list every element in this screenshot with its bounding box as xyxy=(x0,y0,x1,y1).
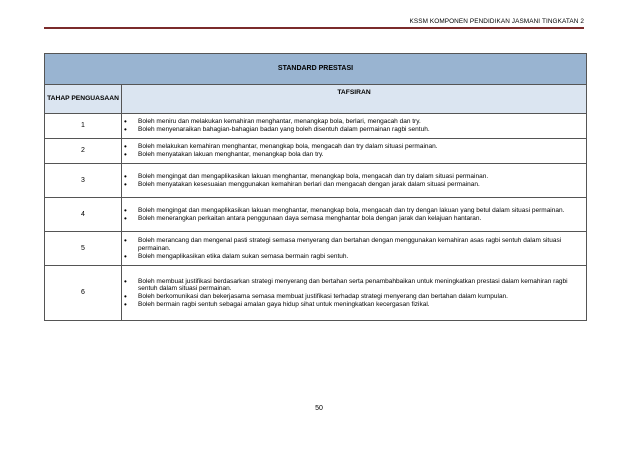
list-item: • Boleh berkomunikasi dan bekerjasama semasa membuat justifikasi terhadap strategi menyerang dan bertahan dalam kumpulan. xyxy=(122,293,586,300)
bullet-list xyxy=(122,143,586,158)
bullet-list xyxy=(122,237,586,260)
level-cell: 2 xyxy=(45,139,122,164)
list-item: • Boleh meniru dan melakukan kemahiran menghantar, menangkap bola, berlari, mengacah dan try. xyxy=(122,118,586,125)
bullet-list xyxy=(122,207,586,222)
list-item: • Boleh menyatakan lakuan menghantar, menangkap bola dan try. xyxy=(122,151,586,158)
description-cell xyxy=(122,266,587,321)
list-item: • Boleh bermain ragbi sentuh sebagai amalan gaya hidup sihat untuk meningkatkan kecergasan fizikal. xyxy=(122,301,586,308)
bullet-list xyxy=(122,173,586,188)
level-cell: 3 xyxy=(45,164,122,198)
standard-prestasi-table xyxy=(44,53,587,321)
list-item: • Boleh mengingat dan mengaplikasikan lakuan menghantar, menangkap bola, mengacah dan try dengan lakuan yang betul dalam situasi permainan. xyxy=(122,207,586,214)
list-item: • Boleh membuat justifikasi berdasarkan strategi menyerang dan bertahan serta penambahbaikan untuk meningkatkan prestasi dalam kemahiran ragbi sentuh dalam situasi permainan. xyxy=(122,278,586,293)
table-title: STANDARD PRESTASI xyxy=(45,54,587,85)
bullet-list xyxy=(122,118,586,133)
table-row xyxy=(45,198,587,232)
table-row xyxy=(45,139,587,164)
table-row xyxy=(45,232,587,266)
list-item: • Boleh merancang dan mengenal pasti strategi semasa menyerang dan bertahan dengan menggunakan kemahiran asas ragbi sentuh dalam situasi permainan. xyxy=(122,237,586,252)
level-cell: 4 xyxy=(45,198,122,232)
bullet-list xyxy=(122,278,586,309)
list-item: • Boleh menyatakan kesesuaian menggunakan kemahiran berlari dan mengacah dengan jarak dalam situasi permainan. xyxy=(122,181,586,188)
table-row xyxy=(45,114,587,139)
description-cell xyxy=(122,114,587,139)
description-cell xyxy=(122,232,587,266)
header-rule xyxy=(44,27,584,29)
list-item: • Boleh menerangkan perkaitan antara penggunaan daya semasa menghantar bola dengan jarak dan kelajuan hantaran. xyxy=(122,215,586,222)
list-item: • Boleh mengaplikasikan etika dalam sukan semasa bermain ragbi sentuh. xyxy=(122,253,586,260)
description-cell xyxy=(122,139,587,164)
level-cell: 6 xyxy=(45,266,122,321)
column-header-level: TAHAP PENGUASAAN xyxy=(45,85,122,114)
running-header: KSSM KOMPONEN PENDIDIKAN JASMANI TINGKATAN 2 xyxy=(409,18,584,25)
description-cell xyxy=(122,198,587,232)
table-header-row xyxy=(45,85,587,114)
table-row xyxy=(45,164,587,198)
page-number: 50 xyxy=(315,405,323,412)
level-cell: 1 xyxy=(45,114,122,139)
table-title-row xyxy=(45,54,587,85)
list-item: • Boleh melakukan kemahiran menghantar, menangkap bola, mengacah dan try dalam situasi permainan. xyxy=(122,143,586,150)
table-row xyxy=(45,266,587,321)
description-cell xyxy=(122,164,587,198)
list-item: • Boleh menyenaraikan bahagian-bahagian badan yang boleh disentuh dalam permainan ragbi sentuh. xyxy=(122,126,586,133)
level-cell: 5 xyxy=(45,232,122,266)
list-item: • Boleh mengingat dan mengaplikasikan lakuan menghantar, menangkap bola, mengacah dan try dalam situasi permainan. xyxy=(122,173,586,180)
column-header-description: TAFSIRAN xyxy=(122,85,587,114)
